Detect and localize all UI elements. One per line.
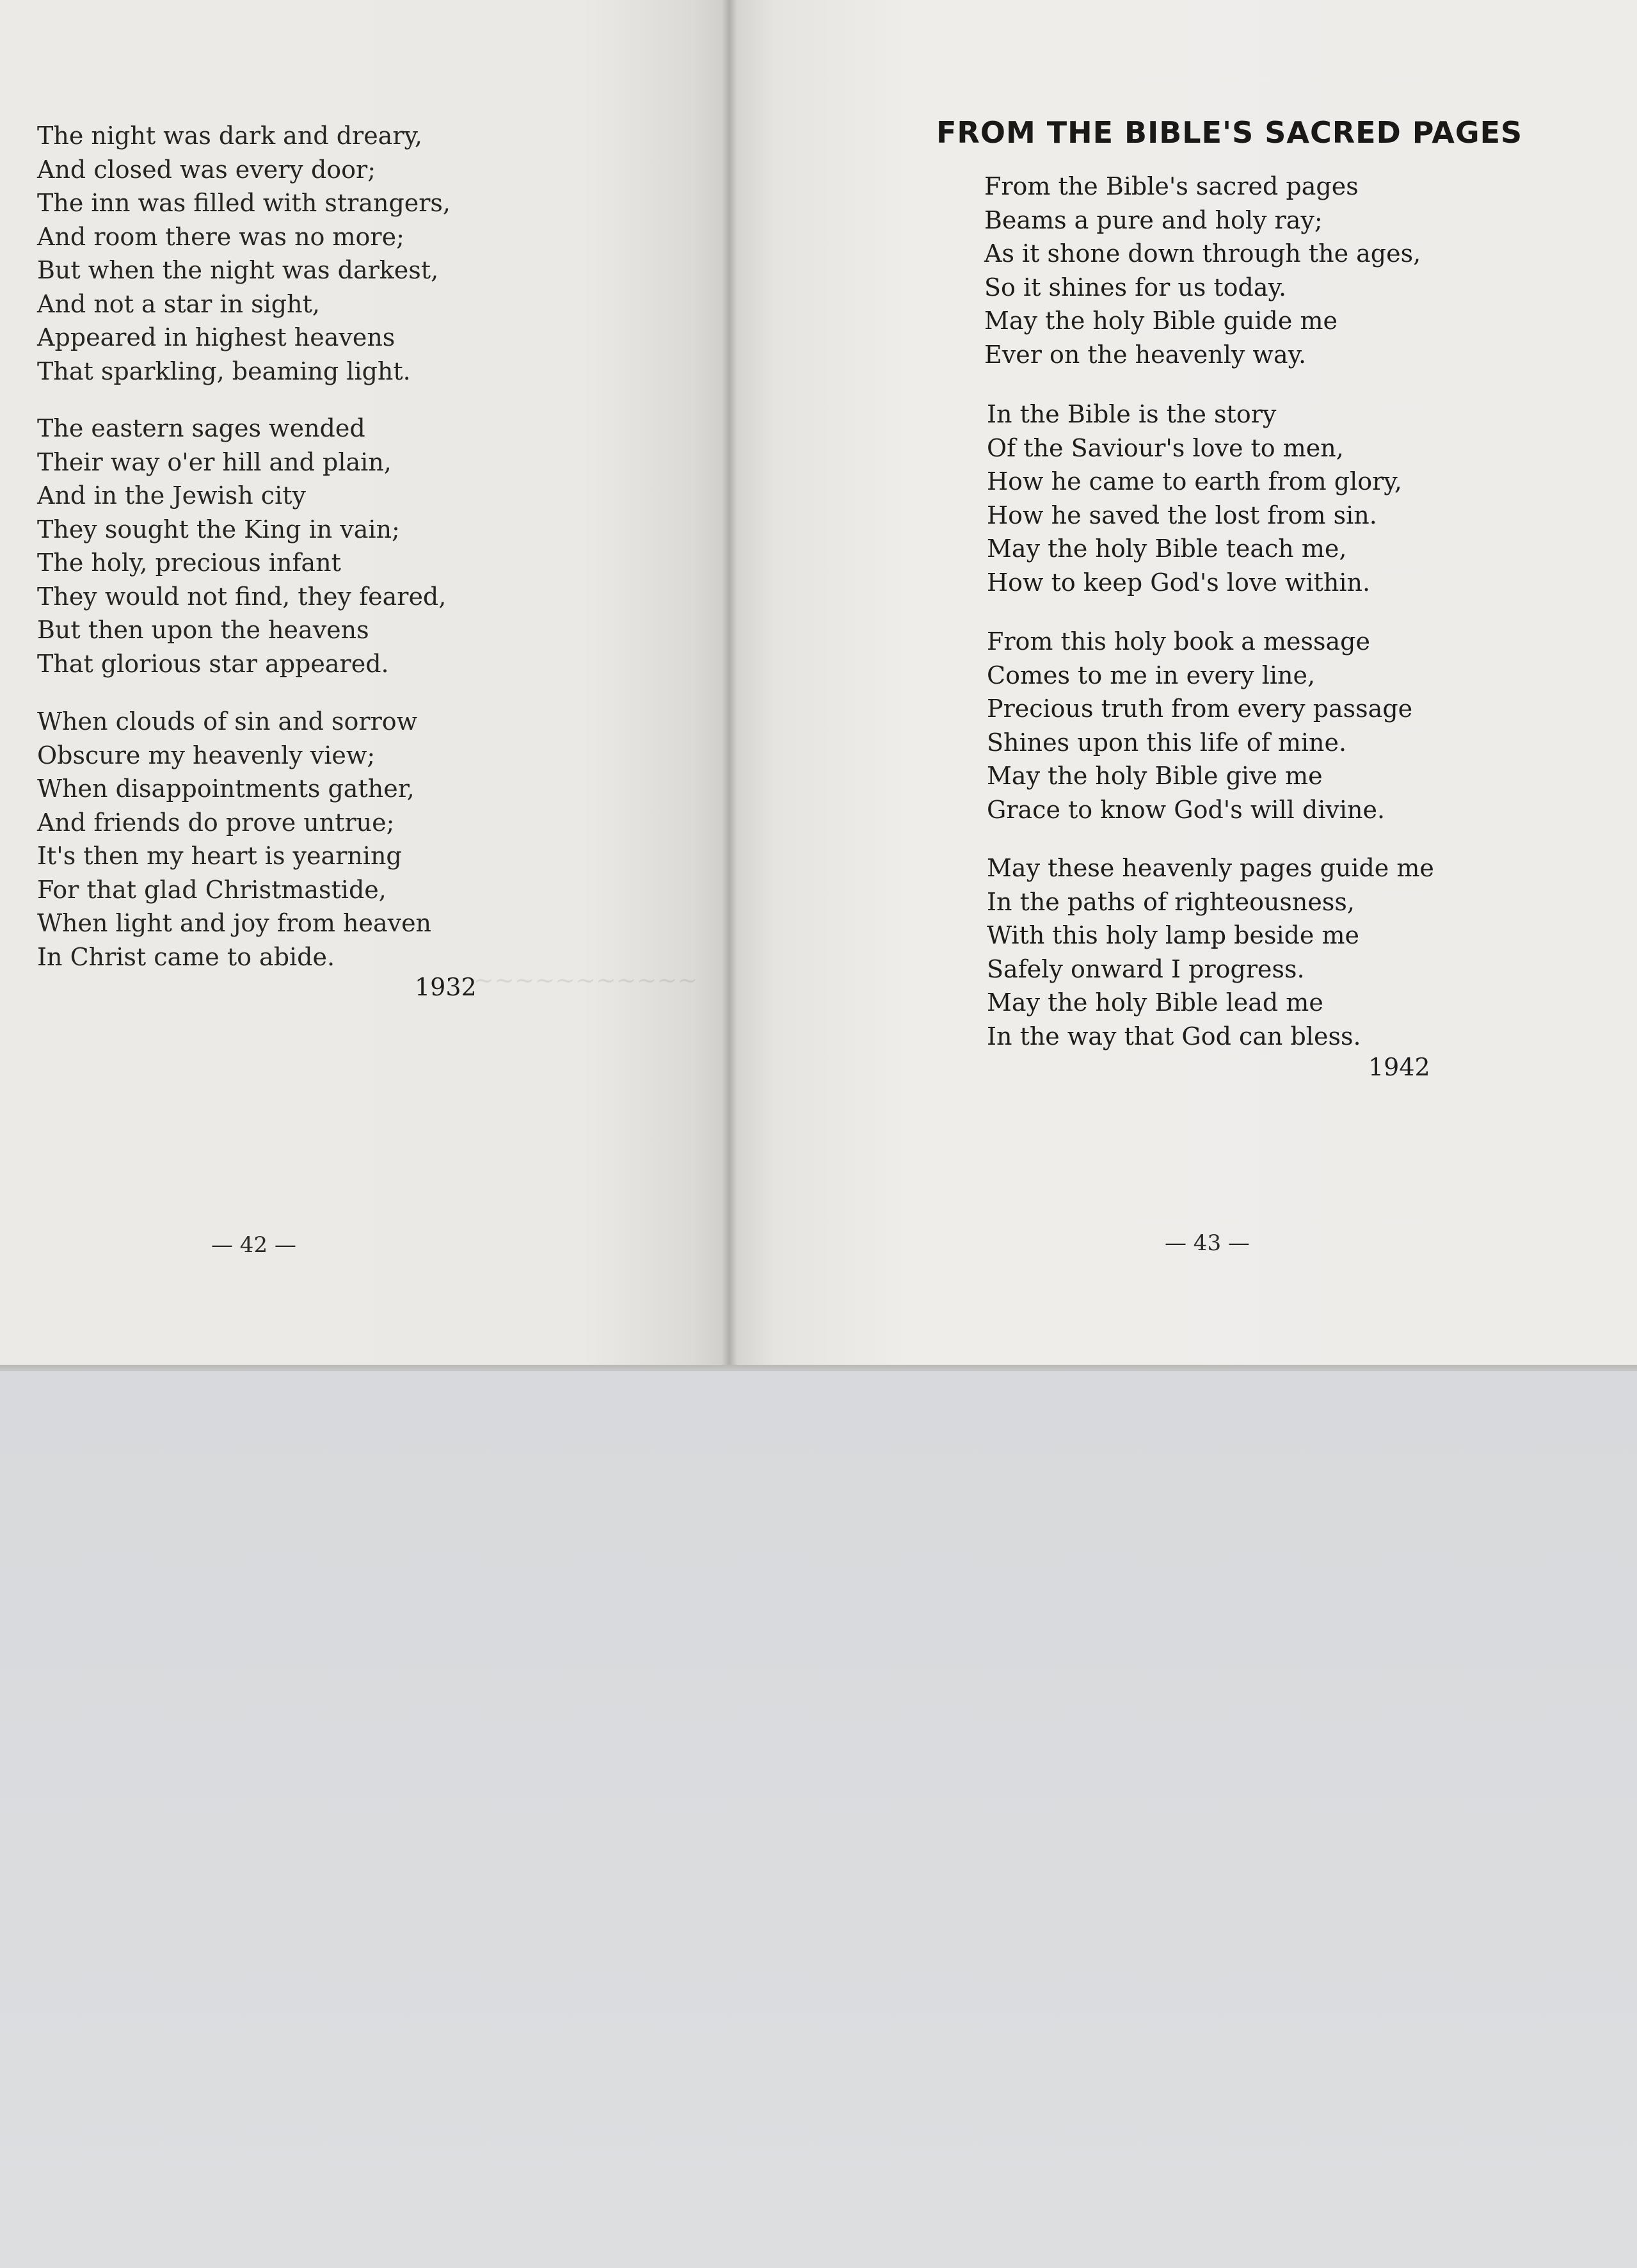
left-stanza-3 [37, 705, 431, 974]
right-stanza-4 [987, 851, 1434, 1053]
poem-line: Shines upon this life of mine. [987, 728, 1347, 757]
poem-line: The holy, precious infant [37, 549, 341, 577]
poem-line: How he came to earth from glory, [987, 467, 1402, 495]
poem-year: 1942 [1368, 1053, 1430, 1081]
poem-line: That glorious star appeared. [37, 649, 389, 678]
poem-line: The night was dark and dreary, [37, 122, 423, 150]
poem-line: And in the Jewish city [37, 481, 306, 510]
poem-line: They would not find, they feared, [37, 582, 447, 611]
poem-line: So it shines for us today. [984, 273, 1287, 302]
poem-line: How he saved the lost from sin. [987, 501, 1377, 529]
poem-line: The eastern sages wended [37, 414, 365, 442]
poem-line: From the Bible's sacred pages [984, 172, 1359, 200]
poem-line: It's then my heart is yearning [37, 842, 402, 870]
poem-line: And closed was every door; [37, 155, 376, 184]
poem-line: Obscure my heavenly view; [37, 741, 376, 769]
poem-line: As it shone down through the ages, [984, 239, 1421, 268]
poem-line: Grace to know God's will divine. [987, 795, 1385, 824]
page-42 [0, 0, 730, 1370]
poem-line: In Christ came to abide. [37, 942, 335, 971]
poem-line: From this holy book a message [987, 627, 1370, 655]
poem-line: Precious truth from every passage [987, 695, 1413, 723]
right-stanza-1 [984, 170, 1421, 371]
poem-line: When clouds of sin and sorrow [37, 707, 418, 736]
poem-line: May the holy Bible lead me [987, 988, 1323, 1017]
poem-line: Comes to me in every line, [987, 661, 1316, 689]
poem-line: But then upon the heavens [37, 616, 369, 644]
bleed-through: ~~~~~~~~~~~ [474, 966, 698, 994]
poem-line: In the way that God can bless. [987, 1022, 1361, 1050]
book-bottom-edge [0, 1365, 1637, 1371]
poem-line: Ever on the heavenly way. [984, 340, 1307, 369]
poem-title: FROM THE BIBLE'S SACRED PAGES [936, 115, 1523, 150]
poem-line: For that glad Christmastide, [37, 875, 387, 904]
page-number: — 43 — [1165, 1230, 1250, 1256]
poem-line: And room there was no more; [37, 222, 404, 251]
left-stanza-2 [37, 412, 446, 680]
poem-line: Safely onward I progress. [987, 954, 1305, 983]
poem-line: May the holy Bible teach me, [987, 535, 1347, 563]
poem-line: How to keep God's love within. [987, 568, 1371, 597]
poem-line: Beams a pure and holy ray; [984, 205, 1323, 234]
poem-line: In the Bible is the story [987, 400, 1277, 428]
book-gutter [722, 0, 737, 1370]
poem-line: In the paths of righteousness, [987, 887, 1355, 916]
page-number: — 42 — [211, 1232, 296, 1258]
poem-line: Their way o'er hill and plain, [37, 447, 392, 476]
right-stanza-2 [987, 398, 1402, 599]
poem-line: May the holy Bible give me [987, 762, 1323, 790]
poem-year: 1932 [415, 973, 477, 1001]
poem-line: When disappointments gather, [37, 775, 415, 803]
poem-line: Of the Saviour's love to men, [987, 433, 1344, 462]
poem-line: That sparkling, beaming light. [37, 357, 411, 385]
poem-line: May the holy Bible guide me [984, 307, 1338, 335]
poem-line: But when the night was darkest, [37, 256, 439, 284]
poem-line: They sought the King in vain; [37, 515, 400, 543]
poem-line: Appeared in highest heavens [37, 323, 395, 351]
left-stanza-1 [37, 119, 451, 388]
poem-line: May these heavenly pages guide me [987, 854, 1434, 882]
poem-line: And not a star in sight, [37, 289, 320, 318]
right-stanza-3 [987, 625, 1412, 826]
poem-line: When light and joy from heaven [37, 909, 432, 937]
poem-line: With this holy lamp beside me [987, 921, 1360, 949]
poem-line: The inn was filled with strangers, [37, 189, 451, 217]
poem-line: And friends do prove untrue; [37, 808, 395, 837]
